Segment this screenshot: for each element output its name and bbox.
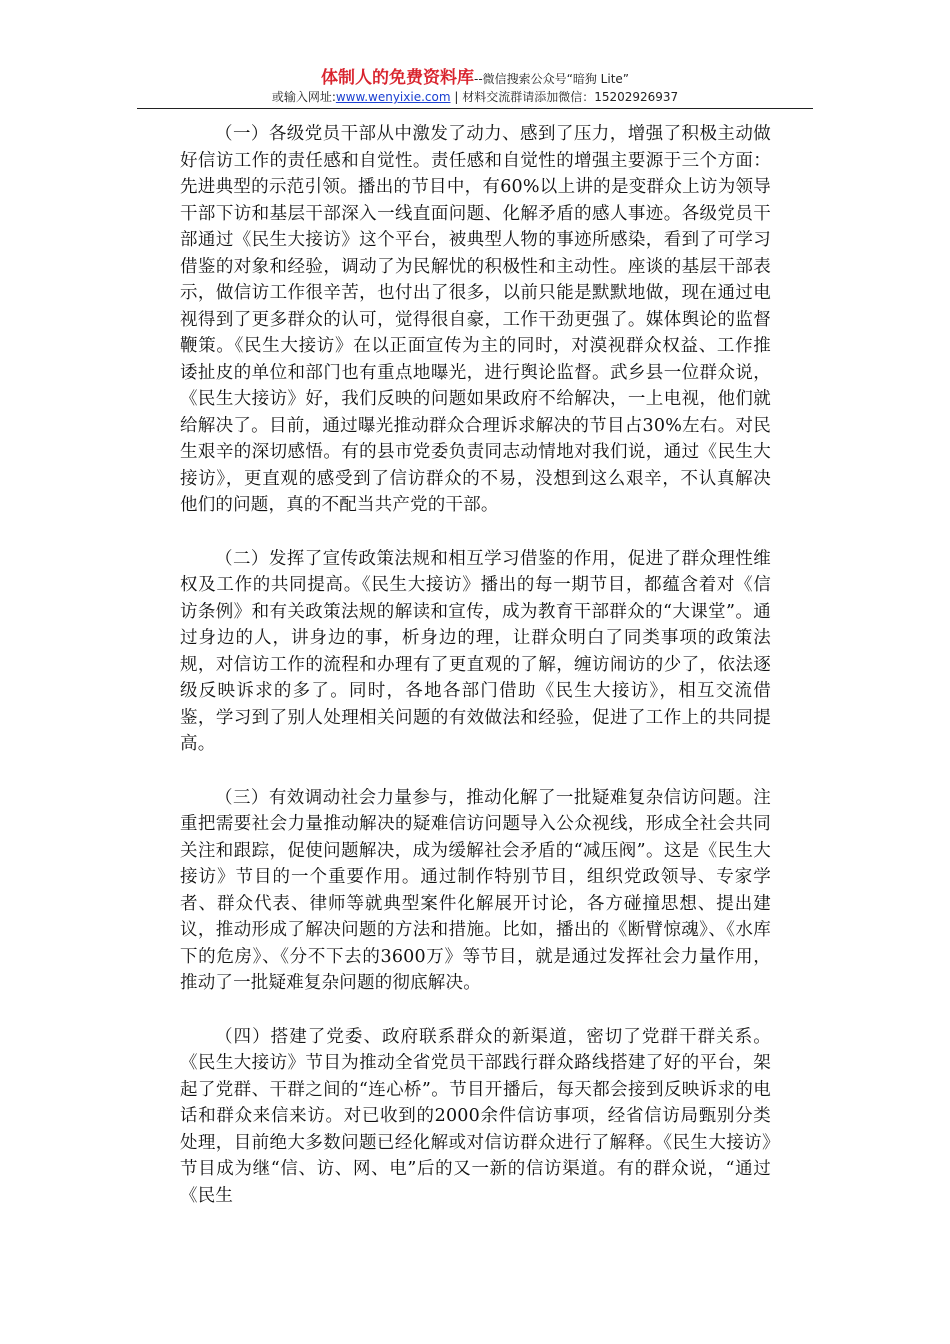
header-contact-line	[137, 89, 813, 106]
paragraph-1: （一）各级党员干部从中激发了动力、感到了压力，增强了积极主动做好信访工作的责任感和自觉性。责任感和自觉性的增强主要源于三个方面：先进典型的示范引领。播出的节目中，有60%以上讲的是变群众上访为领导干部下访和基层干部深入一线直面问题、化解矛盾的感人事迹。各级党员干部通过《民生大接访》这个平台，被典型人物的事迹所感染，看到了可学习借鉴的对象和经验，调动了为民解忧的积极性和主动性。座谈的基层干部表示，做信访工作很辛苦，也付出了很多，以前只能是默默地做，现在通过电视得到了更多群众的认可，觉得很自豪，工作干劲更强了。媒体舆论的监督鞭策。《民生大接访》在以正面宣传为主的同时，对漠视群众权益、工作推诿扯皮的单位和部门也有重点地曝光，进行舆论监督。武乡县一位群众说，《民生大接访》好，我们反映的问题如果政府不给解决，一上电视，他们就给解决了。目前，通过曝光推动群众合理诉求解决的节目占30%左右。对民生艰辛的深切感悟。有的县市党委负责同志动情地对我们说，通过《民生大接访》，更直观的感受到了信访群众的不易，没想到这么艰辛，不认真解决他们的问题，真的不配当共产党的干部。	[180, 124, 771, 515]
paragraph-3: （三）有效调动社会力量参与，推动化解了一批疑难复杂信访问题。注重把需要社会力量推动解决的疑难信访问题导入公众视线，形成全社会共同关注和跟踪，促使问题解决，成为缓解社会矛盾的“减压阀”。这是《民生大接访》节目的一个重要作用。通过制作特别节目，组织党政领导、专家学者、群众代表、律师等就典型案件化解展开讨论，各方碰撞思想、提出建议，推动形成了解决问题的方法和措施。比如，播出的《断臂惊魂》、《水库下的危房》、《分不下去的3600万》等节目，就是通过发挥社会力量作用，推动了一批疑难复杂问题的彻底解决。	[180, 787, 771, 993]
header-divider	[137, 108, 813, 109]
brand-title: 体制人的免费资料库	[320, 68, 474, 88]
header-tagline: --微信搜索公众号“暗狗 Lite”	[473, 72, 630, 86]
paragraph-4: （四）搭建了党委、政府联系群众的新渠道，密切了党群干群关系。《民生大接访》节目为推动全省党员干部践行群众路线搭建了好的平台，架起了党群、干群之间的“连心桥”。节目开播后，每天都会接到反映诉求的电话和群众来信来访。对已收到的2000余件信访事项，经省信访局甄别分类处理，目前绝大多数问题已经化解或对信访群众进行了解释。《民生大接访》节目成为继“信、访、网、电”后的又一新的信访渠道。有的群众说，“通过《民生	[180, 1026, 771, 1206]
paragraph-2: （二）发挥了宣传政策法规和相互学习借鉴的作用，促进了群众理性维权及工作的共同提高。《民生大接访》播出的每一期节目，都蕴含着对《信访条例》和有关政策法规的解读和宣传，成为教育干部群众的“大课堂”。通过身边的人，讲身边的事，析身边的理，让群众明白了同类事项的政策法规，对信访工作的流程和办理有了更直观的了解，缠访闹访的少了，依法逐级反映诉求的多了。同时，各地各部门借助《民生大接访》，相互交流借鉴，学习到了别人处理相关问题的有效做法和经验，促进了工作上的共同提高。	[180, 548, 771, 754]
document-body	[180, 121, 771, 1236]
contact-info: | 材料交流群请添加微信：15202926937	[450, 90, 679, 104]
header-title-line	[137, 68, 813, 89]
url-prefix: 或输入网址:	[271, 90, 336, 104]
website-link[interactable]: www.wenyixie.com	[335, 90, 451, 104]
page-header	[137, 68, 813, 106]
